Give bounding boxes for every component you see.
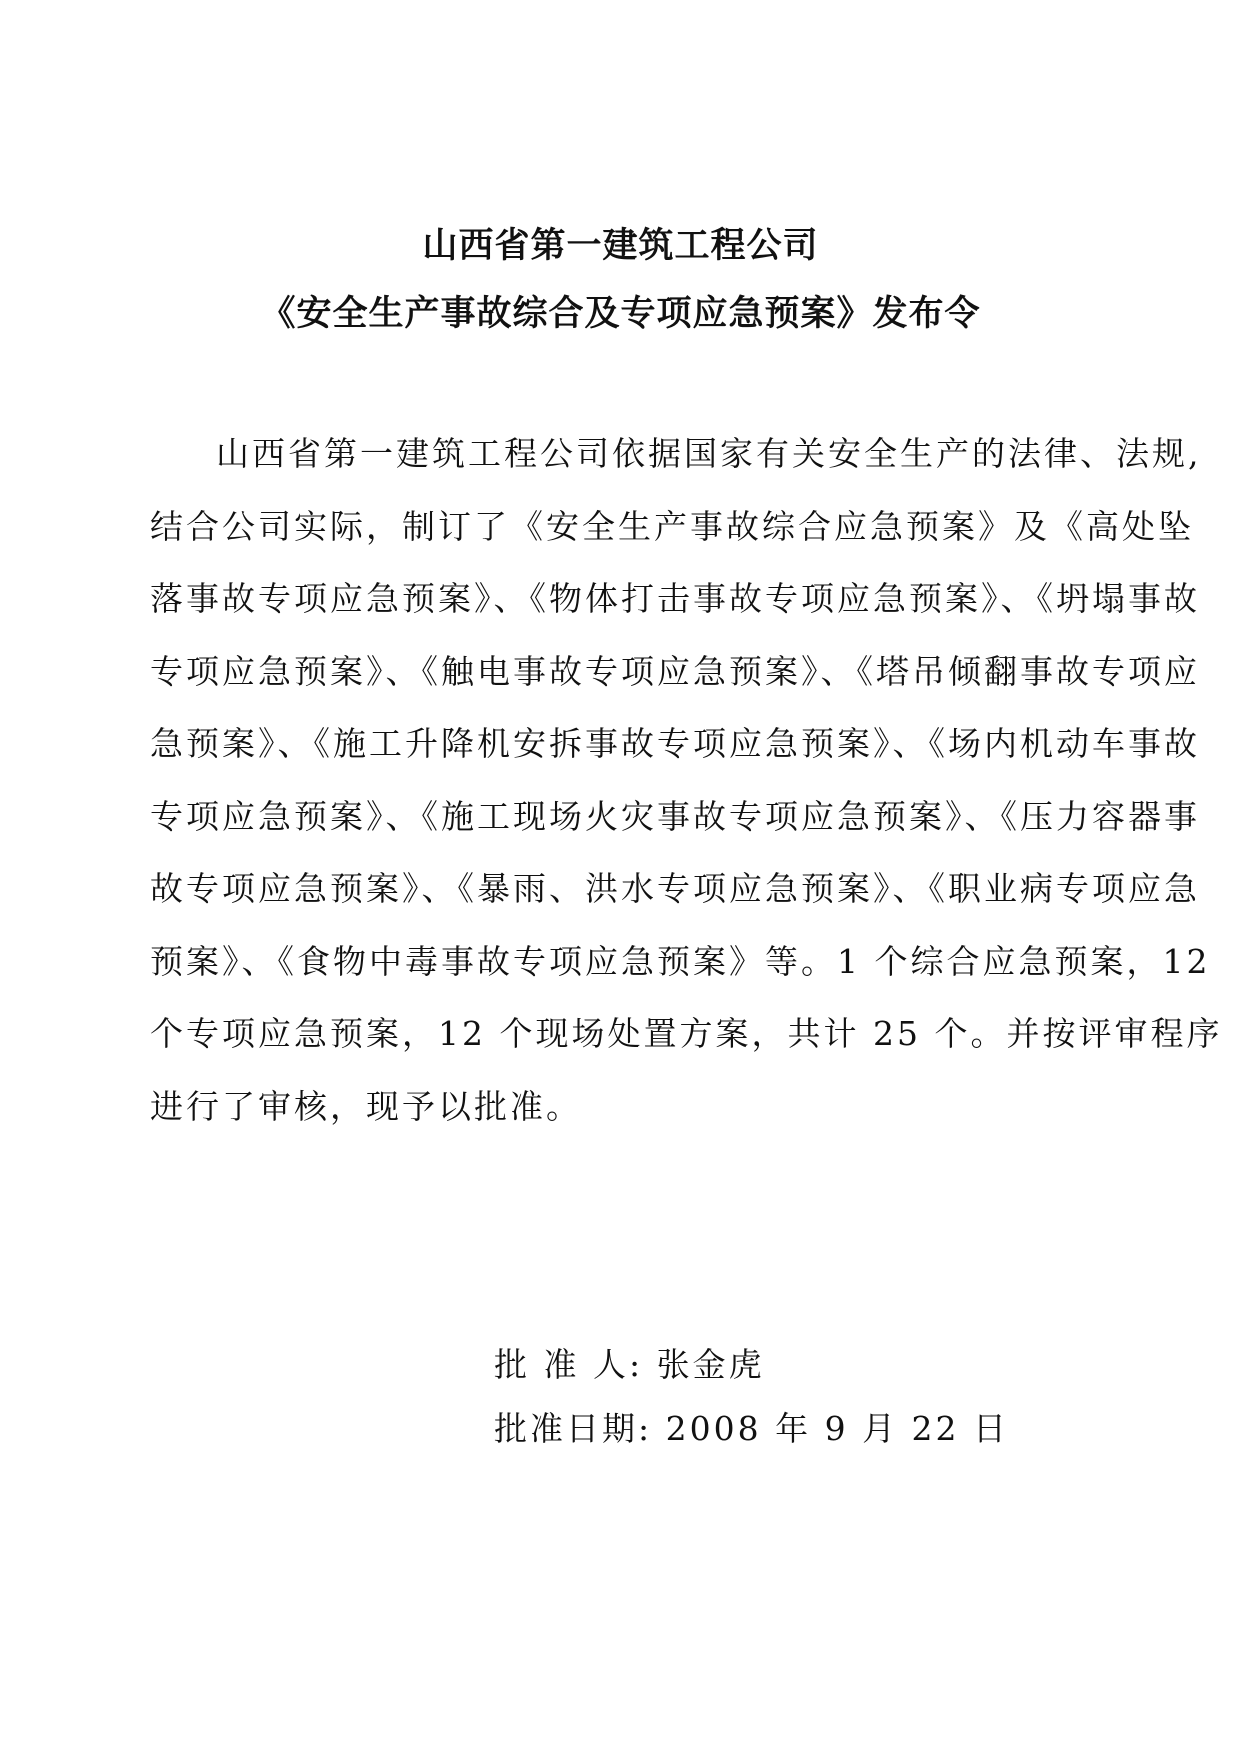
approver-label: 批 准 人: xyxy=(494,1345,644,1384)
document-title-line-1: 山西省第一建筑工程公司 xyxy=(422,225,819,266)
approval-date-value: 2008 年 9 月 22 日 xyxy=(665,1409,1010,1448)
document-title-line-2: 《安全生产事故综合及专项应急预案》发布令 xyxy=(260,293,981,334)
document-body xyxy=(150,418,1223,1143)
body-line: 故专项应急预案》、《暴雨、洪水专项应急预案》、《职业病专项应急 xyxy=(150,869,1200,908)
body-line: 落事故专项应急预案》、《物体打击事故专项应急预案》、《坍塌事故 xyxy=(150,579,1200,618)
approval-date-line xyxy=(494,1409,1010,1448)
body-line: 专项应急预案》、《触电事故专项应急预案》、《塔吊倾翻事故专项应 xyxy=(150,651,1200,691)
body-line: 预案》、《食物中毒事故专项应急预案》等。1 个综合应急预案，12 xyxy=(150,941,1211,981)
body-line: 结合公司实际，制订了《安全生产事故综合应急预案》及《高处坠 xyxy=(150,506,1194,546)
body-line: 急预案》、《施工升降机安拆事故专项应急预案》、《场内机动车事故 xyxy=(150,724,1200,763)
body-line: 个专项应急预案，12 个现场处置方案，共计 25 个。并按评审程序 xyxy=(150,1014,1223,1053)
approver-name: 张金虎 xyxy=(656,1345,765,1384)
body-line: 进行了审核，现予以批准。 xyxy=(150,1086,582,1126)
approval-date-label: 批准日期: xyxy=(494,1409,653,1448)
body-line: 山西省第一建筑工程公司依据国家有关安全生产的法律、法规, xyxy=(216,434,1202,473)
approver-line xyxy=(494,1345,765,1384)
body-line: 专项应急预案》、《施工现场火灾事故专项应急预案》、《压力容器事 xyxy=(150,796,1200,836)
